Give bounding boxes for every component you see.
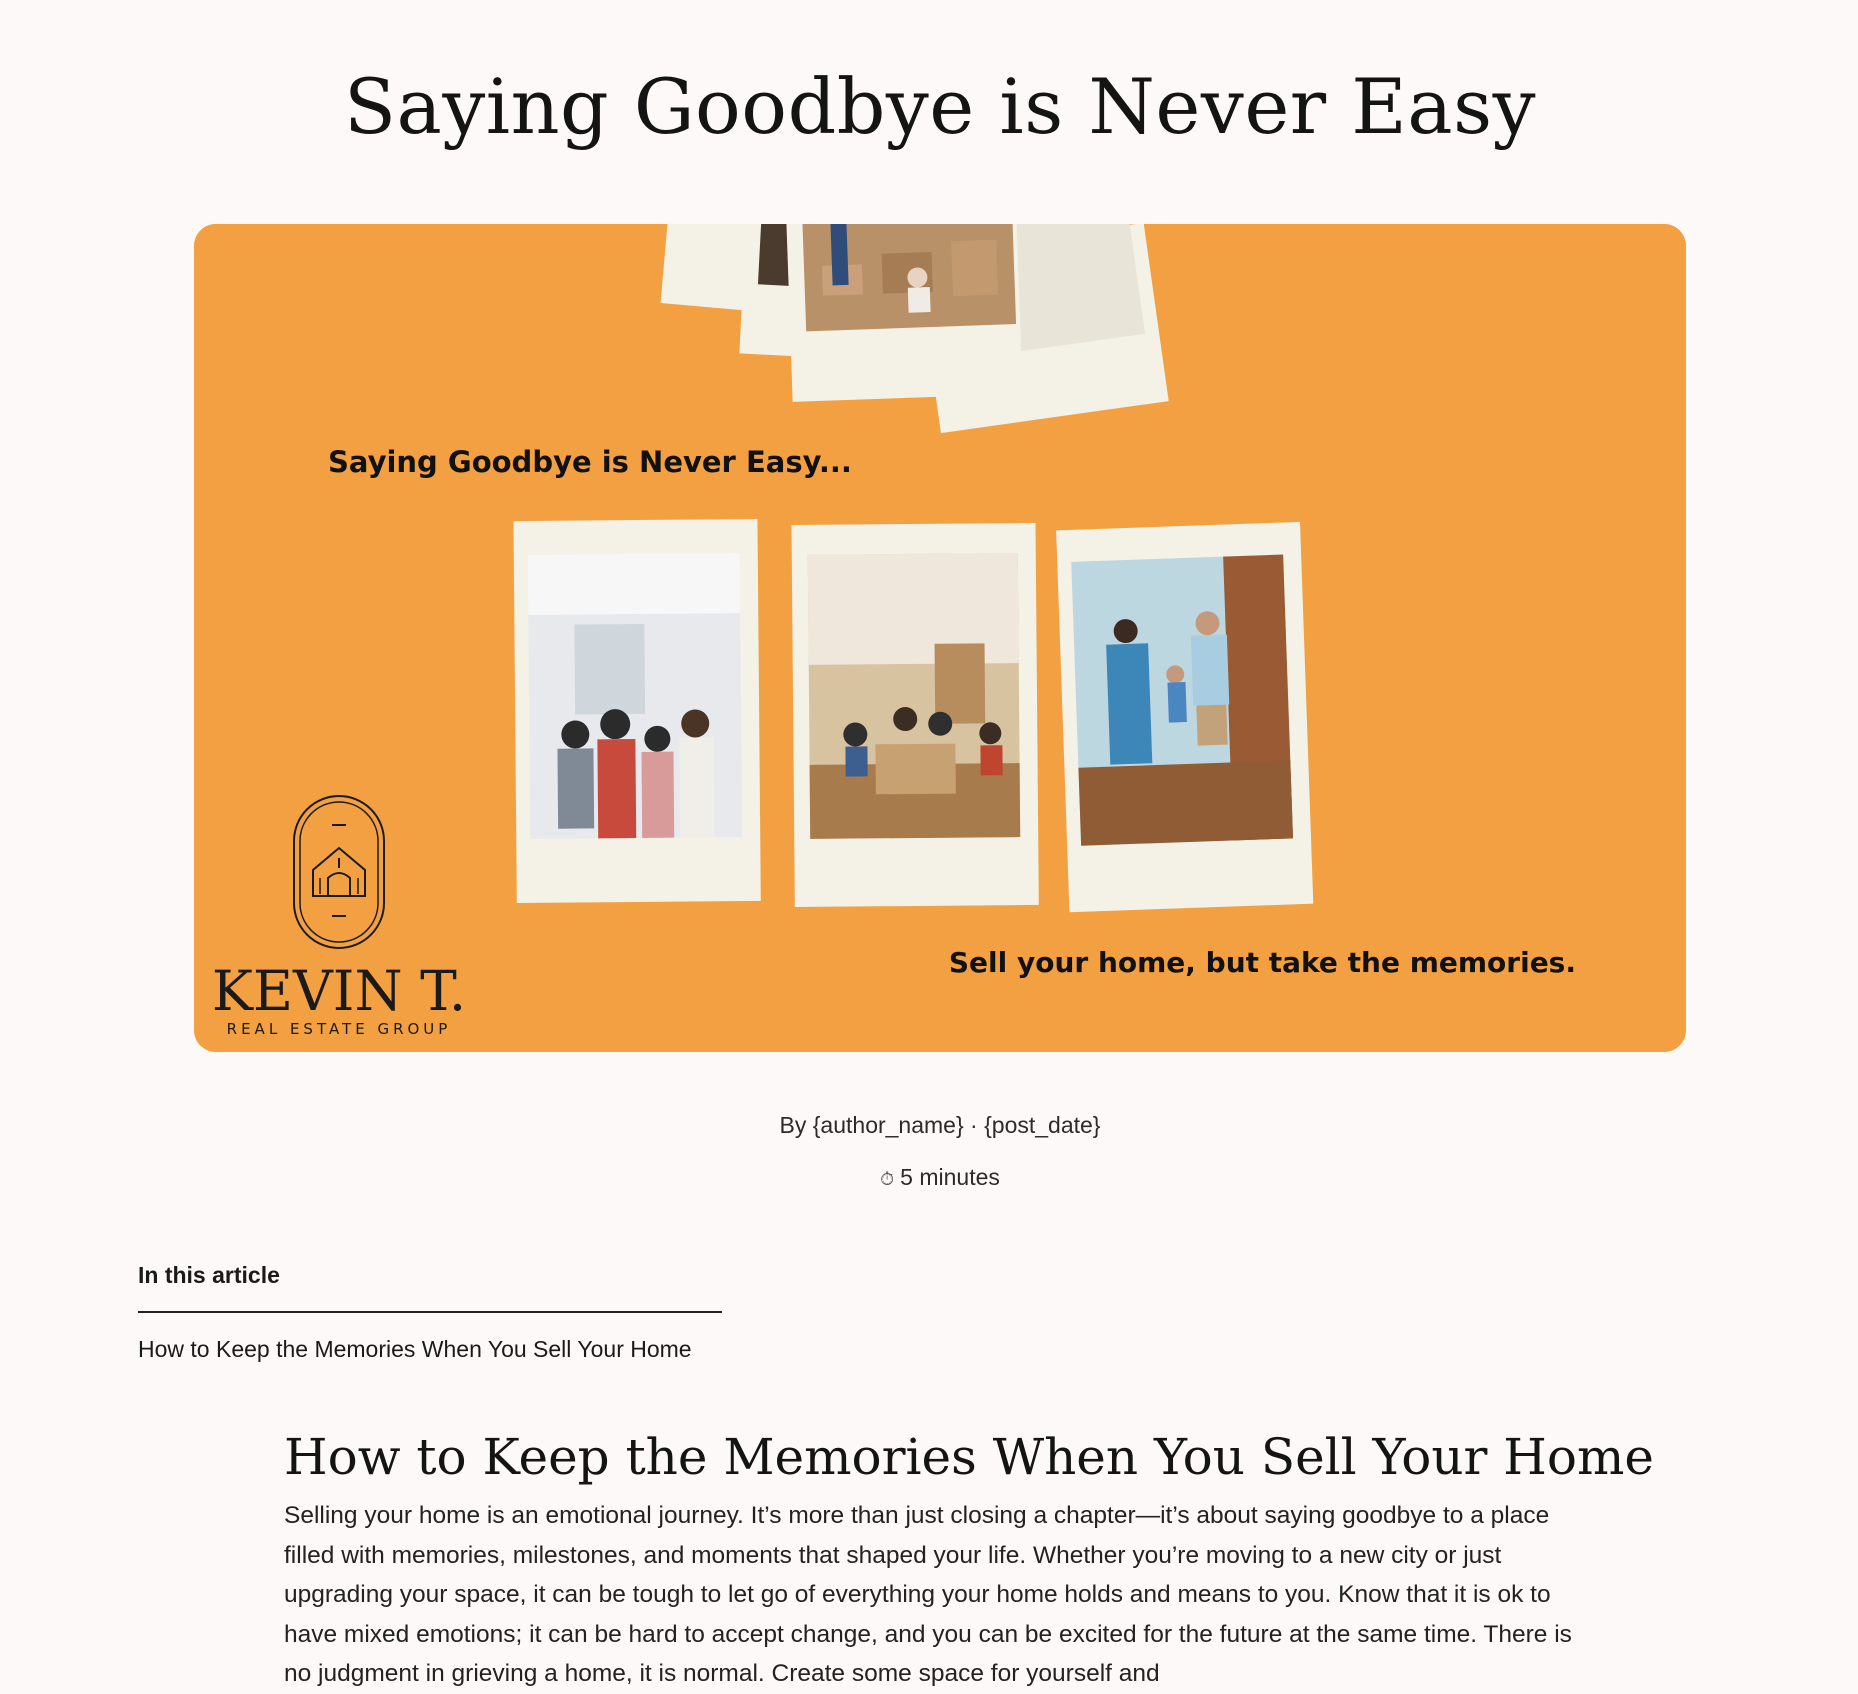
section-heading: How to Keep the Memories When You Sell Your Home xyxy=(284,1428,1655,1486)
polaroid-family-doorway xyxy=(1056,522,1313,912)
byline: By {author_name} · {post_date} xyxy=(779,1112,1101,1138)
stopwatch-icon: ⏱ xyxy=(880,1169,895,1189)
hero-headline: Saying Goodbye is Never Easy... xyxy=(328,445,852,479)
toc-link-keep-memories[interactable]: How to Keep the Memories When You Sell Your Home xyxy=(138,1336,692,1362)
toc-heading: In this article xyxy=(138,1262,280,1288)
read-time-value: 5 minutes xyxy=(900,1164,1000,1190)
toc-divider xyxy=(138,1311,722,1313)
logo-subtitle: REAL ESTATE GROUP xyxy=(226,1020,452,1038)
page-title: Saying Goodbye is Never Easy xyxy=(343,62,1537,151)
section-body: Selling your home is an emotional journey. It’s more than just closing a chapter—it’s about saying goodbye to a place filled with memories, milestones, and moments that shaped your life. Whether you’re moving to a new city or just upgrading your space, it can be tough to let go of everything your home holds and means to you. Know that it is ok to have mixed emotions; it can be hard to accept change, and you can be excited for the future at the same time. There is no judgment in grieving a home, it is normal. Create some space for yourself and xyxy=(284,1502,1572,1687)
read-time xyxy=(0,1164,1858,1191)
polaroid-family-window xyxy=(513,519,760,903)
logo-name: KEVIN T. xyxy=(211,959,467,1023)
hero-tagline: Sell your home, but take the memories. xyxy=(948,946,1576,979)
hero-image xyxy=(194,224,1686,1052)
polaroid-family-boxes xyxy=(791,523,1038,907)
